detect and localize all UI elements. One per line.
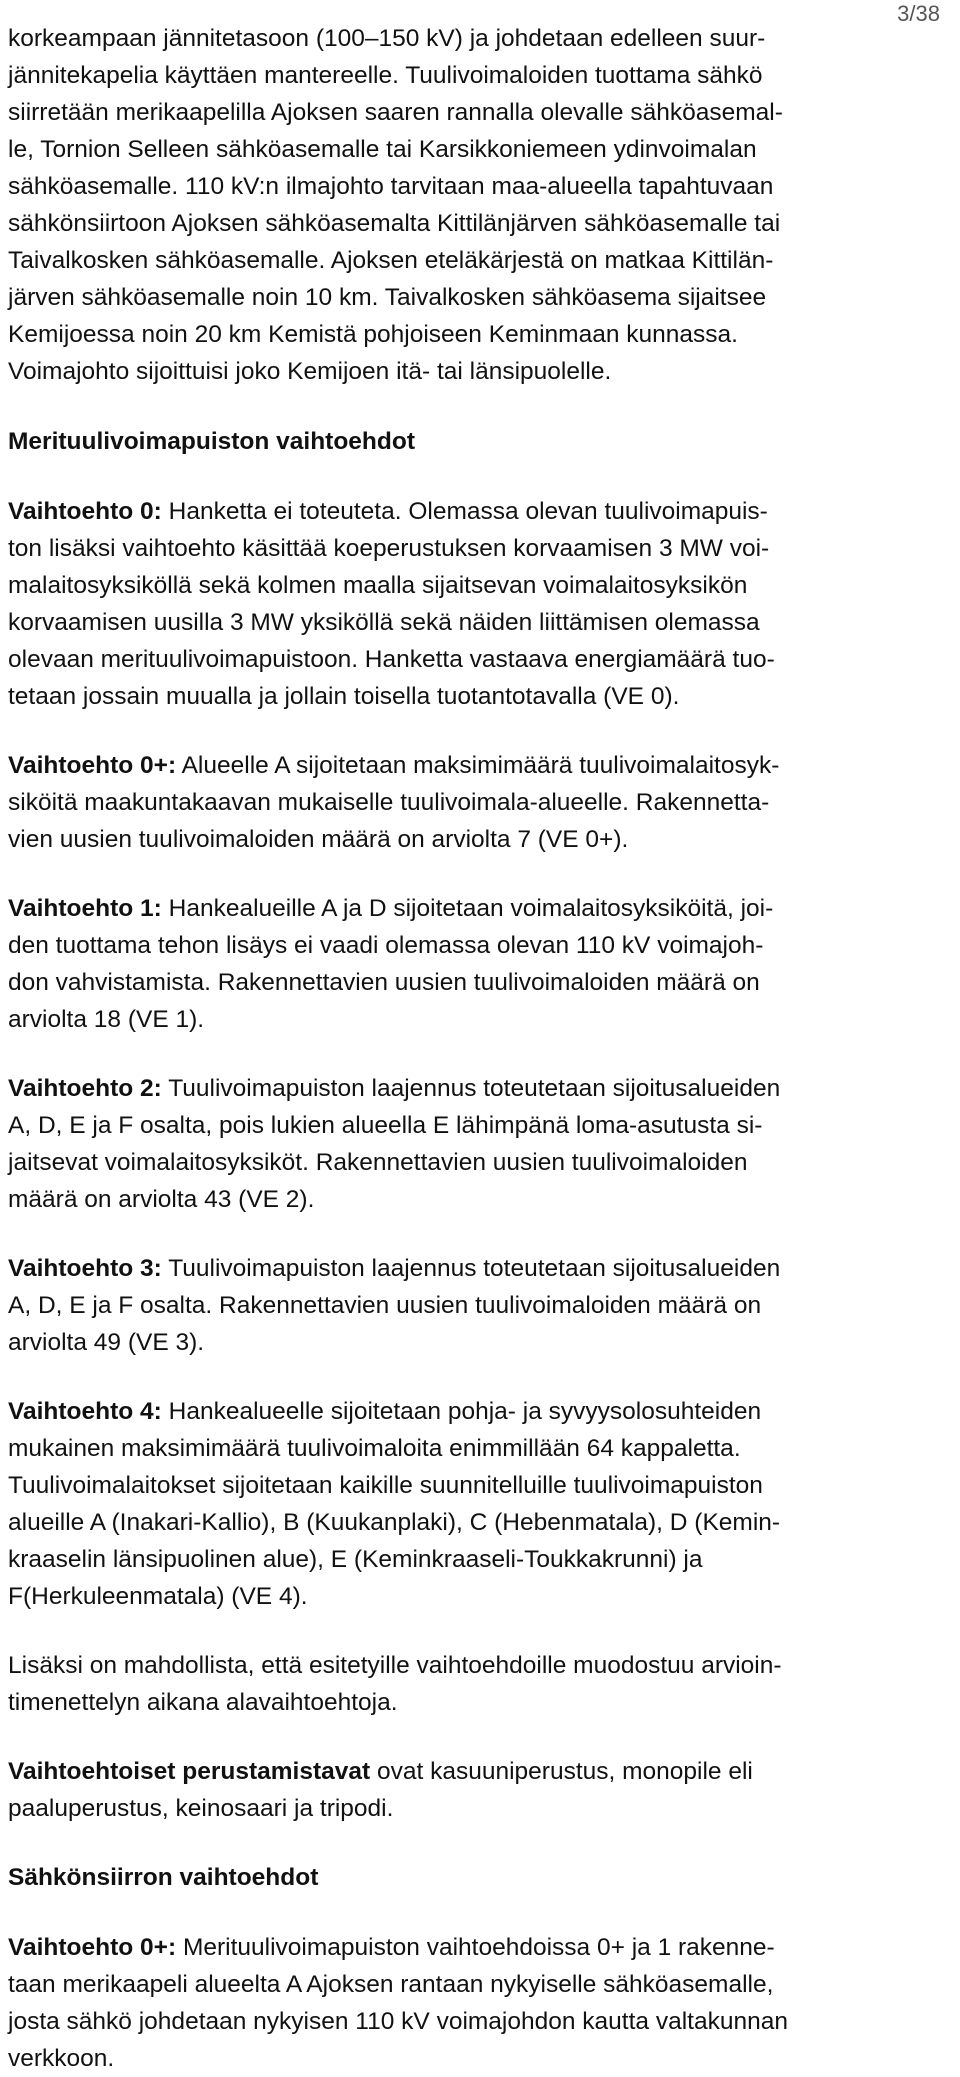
spacer (8, 715, 952, 747)
option-label: Vaihtoehto 2: (8, 1075, 162, 1102)
spacer (8, 1896, 952, 1929)
option-text: Hanketta ei toteuteta. Olemassa olevan tuulivoimapuis- ton lisäksi vaihtoehto käsittää koeperustuksen korvaamisen 3 MW voi- malaitosyksiköllä sekä kolmen maalla sijaitsevan voimalaitosyksikön korvaamisen uusilla 3 MW yksiköllä sekä näiden liittämisen olemassa olevaan merituulivoimapuistoon. Hanketta vastaava energiamäärä tuo- tetaan jossain muualla ja jollain toisella tuotantotavalla (VE 0). (8, 498, 775, 710)
option-text: Alueelle A sijoitetaan maksimimäärä tuulivoimalaitosyk- siköitä maakuntakaavan mukaiselle tuulivoimala-alueelle. Rakennetta- vien uusien tuulivoimaloiden määrä on arviolta 7 (VE 0+). (8, 752, 780, 853)
spacer (8, 460, 952, 493)
option-paragraph-4 (8, 1393, 952, 1615)
spacer (8, 1038, 952, 1070)
foundations-paragraph (8, 1753, 952, 1827)
spacer (8, 1615, 952, 1647)
foundations-label: Vaihtoehtoiset perustamistavat (8, 1758, 371, 1785)
option-label: Vaihtoehto 4: (8, 1398, 162, 1425)
option-text: Hankealueelle sijoitetaan pohja- ja syvyysolosuhteiden mukainen maksimimäärä tuulivoimaloita enimmillään 64 kappaletta. Tuulivoimalaitokset sijoitetaan kaikille suunnitelluille tuulivoimapuiston alueille A (Inakari-Kallio), B (Kuukanplaki), C (Hebenmatala), D (Kemin- kraaselin länsipuolinen alue), E (Keminkraaseli-Toukkakrunni) ja F(Herkuleenmatala) (VE 4). (8, 1398, 781, 1610)
option-paragraph-2 (8, 1070, 952, 1218)
transmission-label: Vaihtoehto 0+: (8, 1934, 177, 1961)
option-paragraph-1 (8, 890, 952, 1038)
spacer (8, 1361, 952, 1393)
section-heading-transmission-options: Sähkönsiirron vaihtoehdot (8, 1864, 319, 1891)
spacer (8, 858, 952, 890)
foundations-text: ovat kasuuniperustus, monopile eli paaluperustus, keinosaari ja tripodi. (8, 1758, 753, 1822)
spacer (8, 1827, 952, 1859)
option-paragraph-0 (8, 493, 952, 715)
option-text: Tuulivoimapuiston laajennus toteutetaan sijoitusalueiden A, D, E ja F osalta. Rakennettavien uusien tuulivoimaloiden määrä on arviolta 49 (VE 3). (8, 1255, 781, 1356)
option-label: Vaihtoehto 0: (8, 498, 162, 525)
section-heading-wind-options: Merituulivoimapuiston vaihtoehdot (8, 428, 415, 455)
transmission-text: Merituulivoimapuiston vaihtoehdoissa 0+ ja 1 rakenne- taan merikaapeli alueelta A Ajoksen rantaan nykyiselle sähköasemalle, josta sähkö johdetaan nykyisen 110 kV voimajohdon kautta valtakunnan verkkoon. (8, 1934, 788, 2072)
spacer (8, 390, 952, 423)
transmission-paragraph (8, 1929, 952, 2077)
page-number: 3/38 (897, 1, 940, 26)
option-label: Vaihtoehto 1: (8, 895, 162, 922)
option-text: Hankealueille A ja D sijoitetaan voimalaitosyksiköitä, joi- den tuottama tehon lisäys ei vaadi olemassa olevan 110 kV voimajoh- don vahvistamista. Rakennettavien uusien tuulivoimaloiden määrä on arviolta 18 (VE 1). (8, 895, 774, 1033)
option-text: Tuulivoimapuiston laajennus toteutetaan sijoitusalueiden A, D, E ja F osalta, pois lukien alueella E lähimpänä loma-asutusta si- jaitsevat voimalaitosyksiköt. Rakennettavien uusien tuulivoimaloiden määrä on arviolta 43 (VE 2). (8, 1075, 781, 1213)
option-label: Vaihtoehto 0+: (8, 752, 177, 779)
option-paragraph-3 (8, 1250, 952, 1361)
option-paragraph-0plus (8, 747, 952, 858)
intro-paragraph: korkeampaan jännitetasoon (100–150 kV) ja johdetaan edelleen suur- jännitekapelia käyttäen mantereelle. Tuulivoimaloiden tuottama sähkö siirretään merikaapelilla Ajoksen saaren rannalla olevalle sähköasemal- le, Tornion Selleen sähköasemalle tai Karsikkoniemeen ydinvoimalan sähköasemalle. 110 kV:n ilmajohto tarvitaan maa-alueella tapahtuvaan sähkönsiirtoon Ajoksen sähköasemalta Kittilänjärven sähköasemalle tai Taivalkosken sähköasemalle. Ajoksen eteläkärjestä on matkaa Kittilän- järven sähköasemalle noin 10 km. Taivalkosken sähköasema sijaitsee Kemijoessa noin 20 km Kemistä pohjoiseen Keminmaan kunnassa. Voimajohto sijoittuisi joko Kemijoen itä- tai länsipuolelle. (8, 25, 783, 385)
option-label: Vaihtoehto 3: (8, 1255, 162, 1282)
spacer (8, 1218, 952, 1250)
spacer (8, 1721, 952, 1753)
extra-paragraph: Lisäksi on mahdollista, että esitetyille vaihtoehdoille muodostuu arvioin- timenettelyn aikana alavaihtoehtoja. (8, 1652, 782, 1716)
